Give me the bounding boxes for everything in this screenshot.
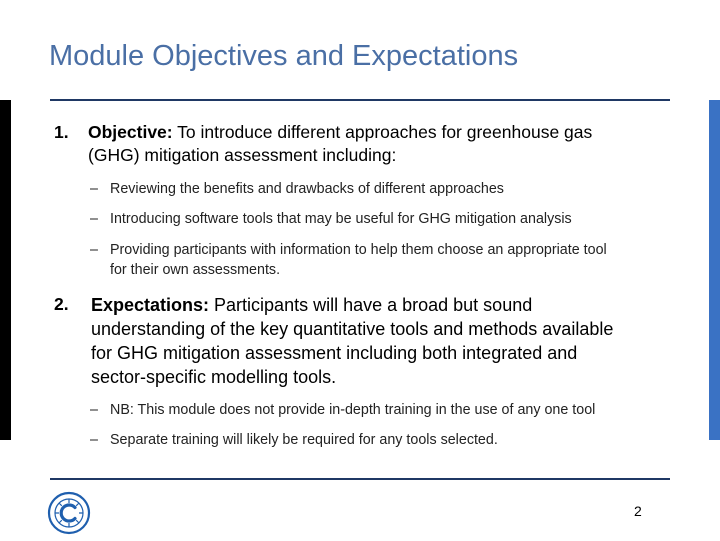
sub-item-text: Introducing software tools that may be useful for GHG mitigation analysis: [110, 211, 572, 227]
item-number: 2.: [54, 294, 69, 314]
item-number: 1.: [54, 122, 69, 142]
page-number: 2: [634, 503, 642, 519]
item-text-line: understanding of the key quantitative tools and methods available: [91, 319, 614, 339]
sub-item-line: Providing participants with information to help them choose an appropriate tool: [110, 242, 607, 258]
sub-item-text: Separate training will likely be required for any tools selected.: [110, 432, 498, 448]
sub-item-text: [110, 240, 607, 280]
title-divider: [50, 99, 670, 101]
item-text-line: for GHG mitigation assessment including both integrated and: [91, 343, 578, 363]
footer-divider: [50, 478, 670, 480]
right-edge-bar: [709, 100, 720, 440]
dash-bullet: –: [90, 211, 98, 227]
dash-bullet: –: [90, 181, 98, 197]
item-text-line: sector-specific modelling tools.: [91, 367, 337, 387]
dash-bullet: –: [90, 402, 98, 418]
item-text: [88, 121, 592, 167]
item-text-line: (GHG) mitigation assessment including:: [88, 145, 397, 165]
sub-item-text: NB: This module does not provide in-depth training in the use of any one tool: [110, 402, 596, 418]
sub-item: [90, 240, 690, 282]
item-label: Objective:: [88, 122, 173, 142]
dash-bullet: –: [90, 242, 98, 258]
sub-item-line: for their own assessments.: [110, 262, 281, 278]
dash-bullet: –: [90, 432, 98, 448]
item-text: [91, 293, 613, 389]
item-text-line: Participants will have a broad but sound: [209, 295, 533, 315]
slide-title: Module Objectives and Expectations: [49, 40, 519, 72]
left-edge-bar: [0, 100, 11, 440]
objective-item: [54, 121, 694, 171]
expectations-item: [54, 293, 694, 389]
unfccc-logo-icon: [46, 490, 92, 536]
item-label: Expectations:: [91, 295, 210, 315]
sub-item-text: Reviewing the benefits and drawbacks of different approaches: [110, 181, 504, 197]
item-text-line: To introduce different approaches for greenhouse gas: [172, 122, 593, 142]
